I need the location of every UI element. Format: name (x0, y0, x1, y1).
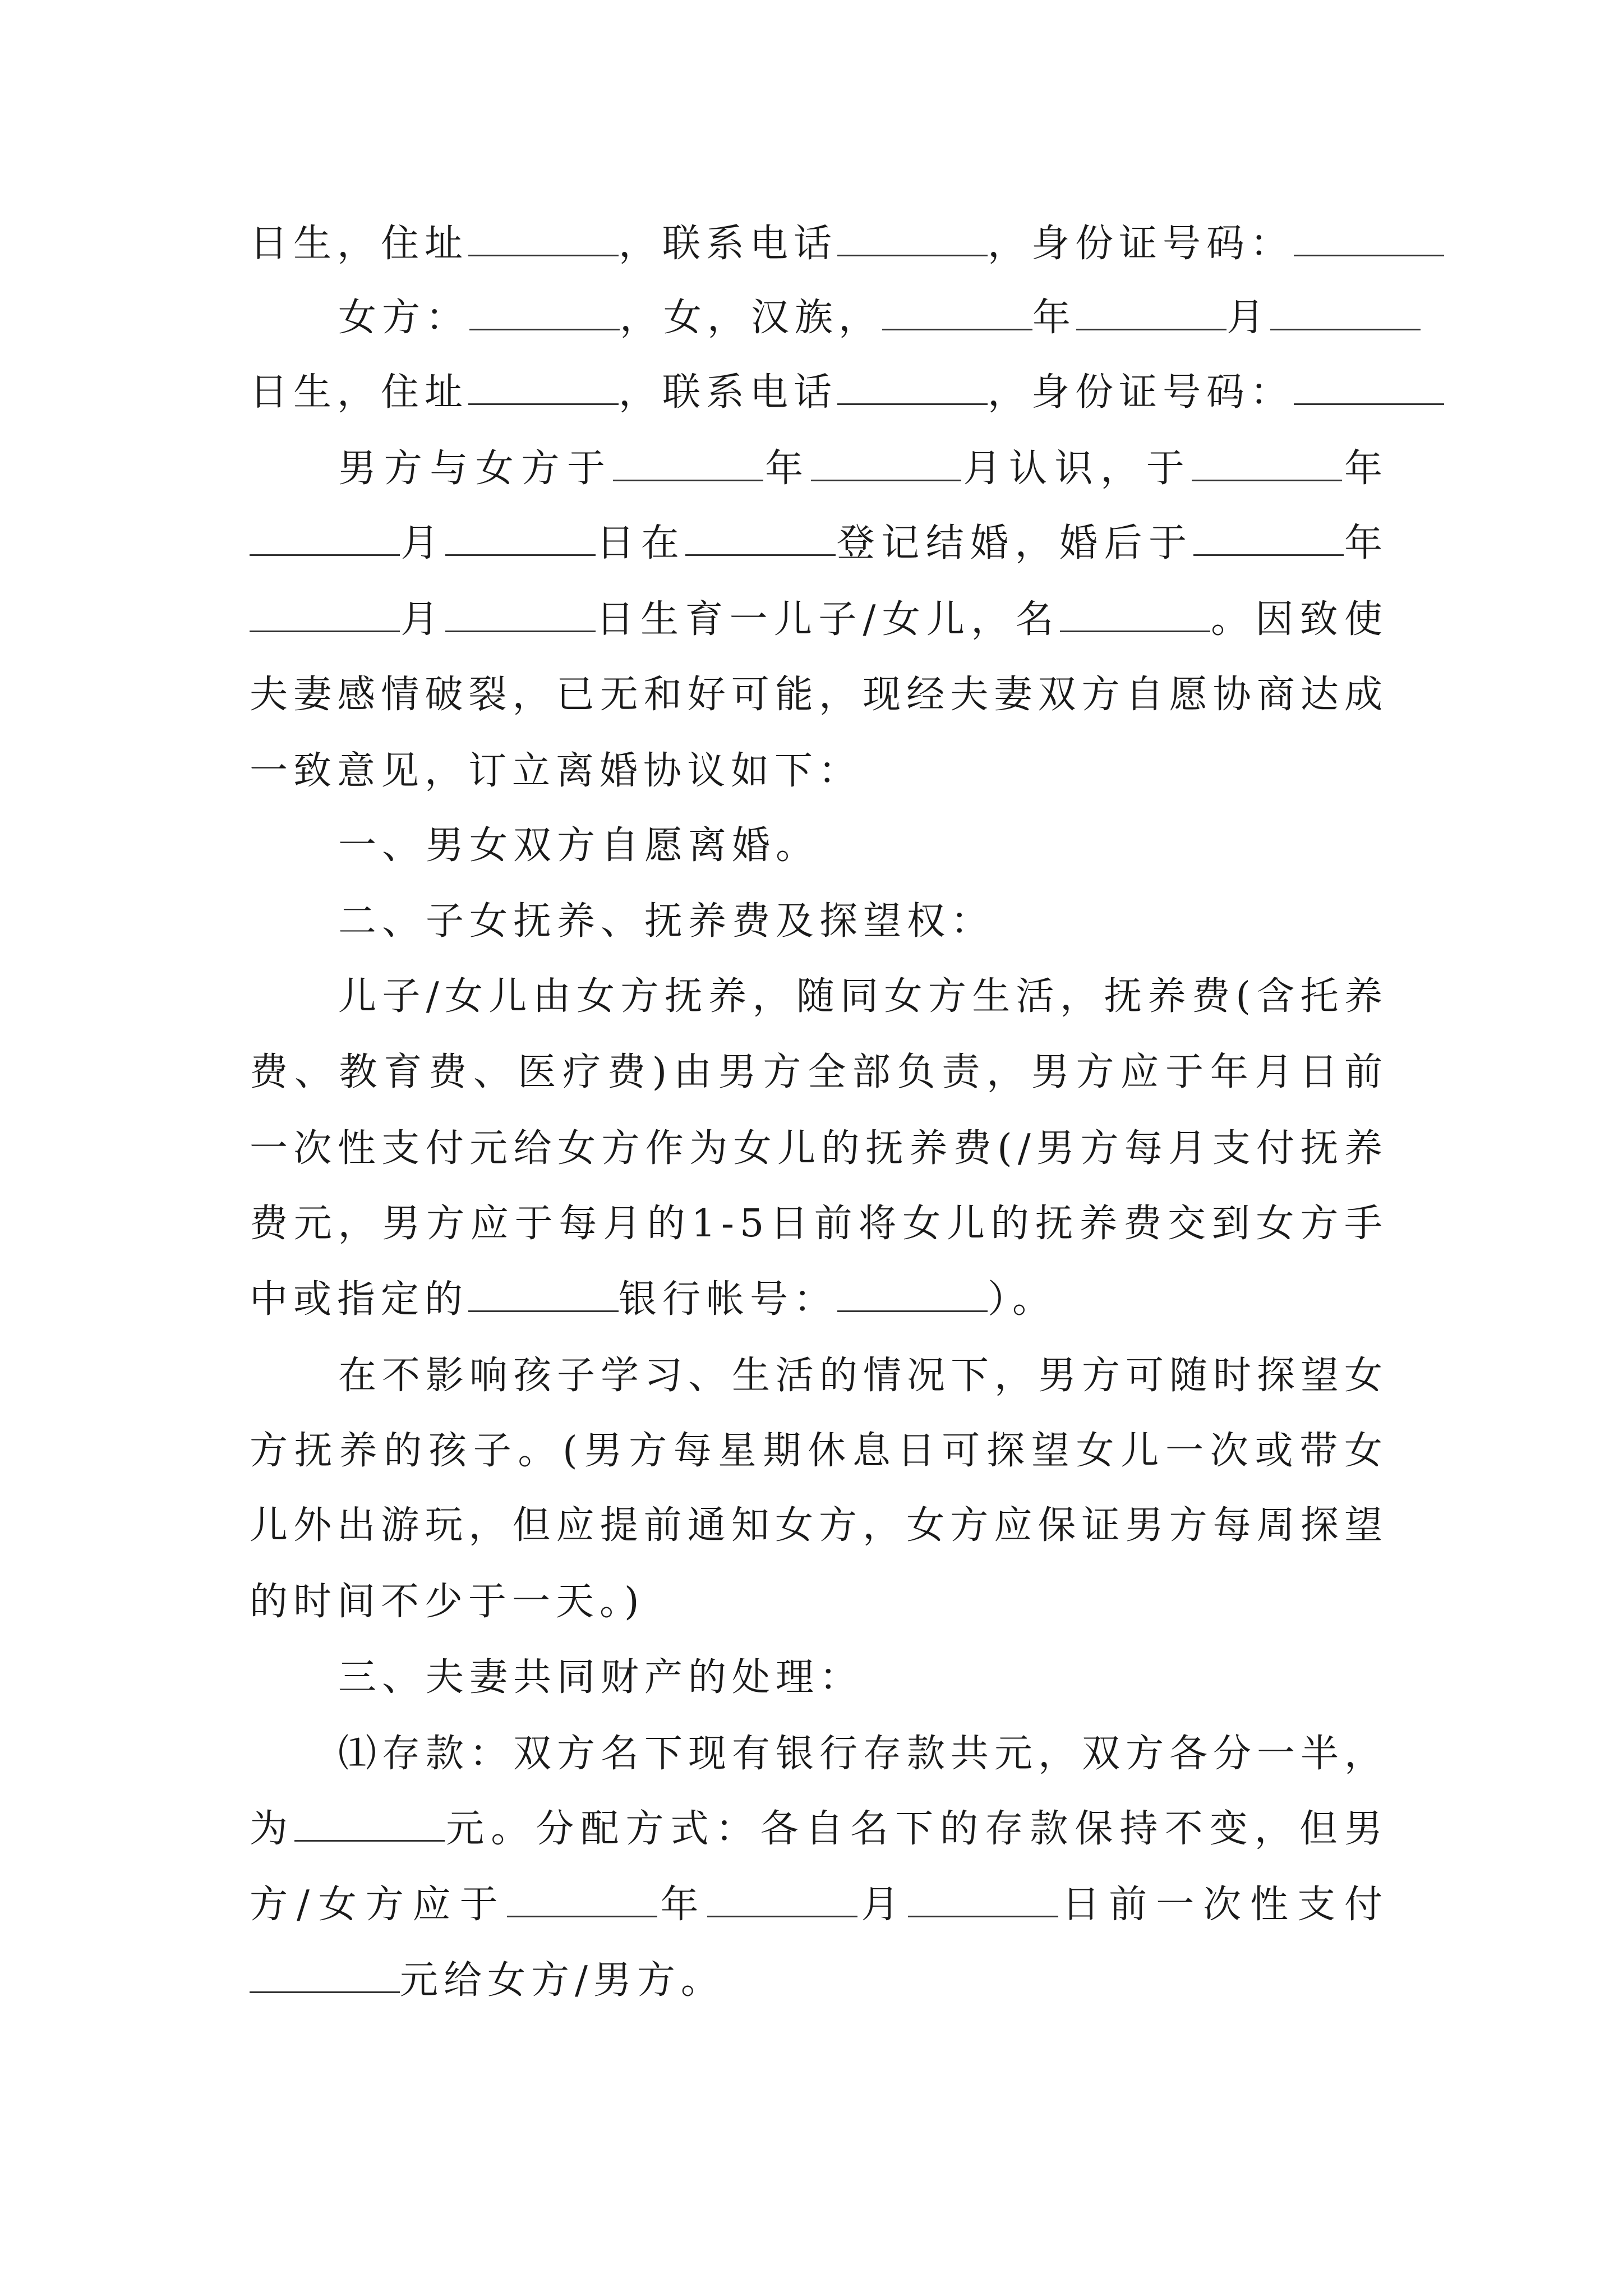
text-line: ⑴存款：双方名下现有银行存款共元，双方各分一半， (338, 1732, 1389, 1776)
fill-in-blank (685, 518, 836, 556)
text-line: 在不影响孩子学习、生活的情况下，男方可随时探望女 (338, 1354, 1389, 1398)
fill-in-blank (613, 444, 763, 481)
fill-in-blank (1193, 518, 1344, 556)
fill-in-blank (837, 219, 988, 256)
fill-in-blank (1076, 293, 1227, 330)
fill-in-blank (882, 293, 1032, 330)
fill-in-blank (1294, 219, 1444, 256)
text-line: 日生，住址 ，联系电话 ，身份证号码： (250, 362, 1388, 424)
text-line: 一、男女双方自愿离婚。 (338, 823, 820, 868)
text-line: 儿外出游玩，但应提前通知女方，女方应保证男方每周探望 (250, 1503, 1388, 1548)
text-line: 二、子女抚养、抚养费及探望权： (338, 899, 995, 944)
fill-in-blank (294, 1804, 445, 1842)
fill-in-blank (811, 444, 961, 481)
fill-in-blank (468, 219, 619, 256)
fill-in-blank (250, 518, 400, 556)
fill-in-blank (469, 293, 620, 330)
text-line: 元给女方/男方。 (250, 1950, 1388, 2012)
text-line: 月 日生育一儿子/女儿，名 。因致使 (250, 589, 1388, 651)
fill-in-blank (837, 1274, 988, 1312)
text-line: 的时间不少于一天。) (250, 1580, 645, 1624)
text-line: 费、教育费、医疗费)由男方全部负责，男方应于年月日前 (250, 1050, 1388, 1094)
text-line: 为 元。分配方式：各自名下的存款保持不变，但男 (250, 1798, 1388, 1860)
text-line: 三、夫妻共同财产的处理： (338, 1655, 864, 1700)
fill-in-blank (1294, 367, 1444, 405)
fill-in-blank (1192, 444, 1342, 481)
text-line: 中或指定的 银行帐号： ）。 (250, 1269, 1388, 1331)
fill-in-blank (908, 1880, 1058, 1917)
text-line: 夫妻感情破裂，已无和好可能，现经夫妻双方自愿协商达成 (250, 673, 1388, 717)
fill-in-blank (445, 595, 596, 632)
fill-in-blank (468, 1274, 619, 1312)
fill-in-blank (837, 367, 988, 405)
fill-in-blank (707, 1880, 857, 1917)
fill-in-blank (468, 367, 619, 405)
text-line: 儿子/女儿由女方抚养，随同女方生活，抚养费(含托养 (338, 974, 1388, 1019)
text-line: 男方与女方于 年 月认识，于 年 (338, 438, 1388, 500)
text-line: 一致意见，订立离婚协议如下： (250, 749, 863, 793)
text-line: 月 日在 登记结婚，婚后于 年 (250, 513, 1388, 574)
text-line: 日生，住址 ，联系电话 ，身份证号码： (250, 213, 1388, 275)
text-line: 女方： ，女，汉族， 年 月 (338, 287, 1388, 349)
text-line: 方抚养的孩子。(男方每星期休息日可探望女儿一次或带女 (250, 1429, 1388, 1473)
text-line: 费元，男方应于每月的1-5日前将女儿的抚养费交到女方手 (250, 1202, 1388, 1246)
fill-in-blank (1060, 595, 1210, 632)
fill-in-blank (1270, 293, 1421, 330)
text-line: 一次性支付元给女方作为女儿的抚养费(/男方每月支付抚养 (250, 1126, 1388, 1171)
fill-in-blank (250, 1955, 400, 1993)
fill-in-blank (250, 595, 400, 632)
fill-in-blank (445, 518, 596, 556)
text-line: 方/女方应于 年 月 日前一次性支付 (250, 1874, 1388, 1936)
fill-in-blank (507, 1880, 657, 1917)
